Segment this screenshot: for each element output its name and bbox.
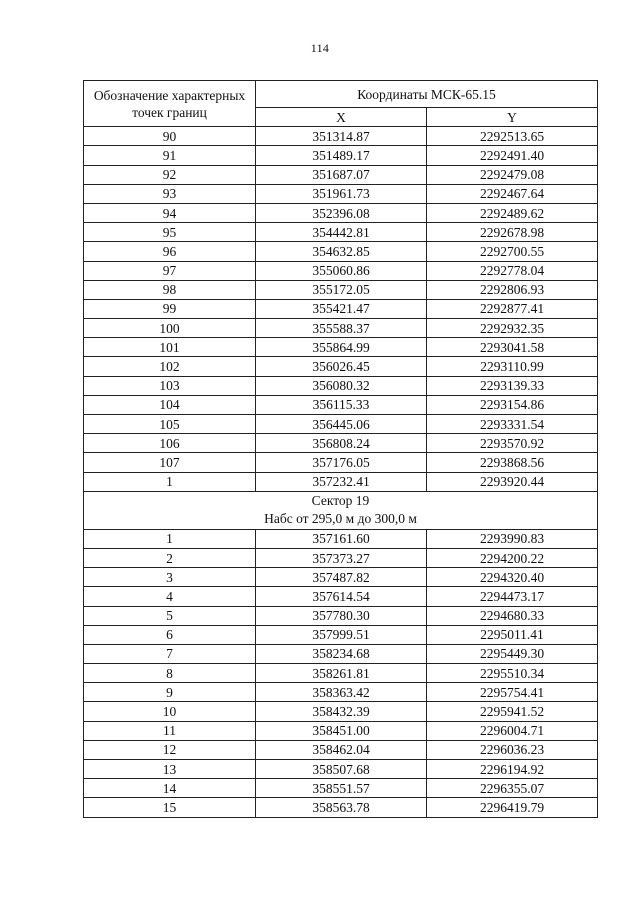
y-coordinate-cell: 2293139.33 [427,376,598,395]
x-coordinate-cell: 358451.00 [256,721,427,740]
point-cell: 14 [84,779,256,798]
y-coordinate-cell: 2296419.79 [427,798,598,817]
y-coordinate-cell: 2296004.71 [427,721,598,740]
x-coordinate-cell: 355864.99 [256,338,427,357]
x-coordinate-cell: 358432.39 [256,702,427,721]
x-coordinate-cell: 358261.81 [256,664,427,683]
table-row [84,280,598,299]
point-cell: 10 [84,702,256,721]
y-coordinate-cell: 2294680.33 [427,606,598,625]
y-coordinate-cell: 2292700.55 [427,242,598,261]
x-coordinate-cell: 355421.47 [256,299,427,318]
table-row [84,740,598,759]
x-coordinate-cell: 351489.17 [256,146,427,165]
x-coordinate-cell: 358551.57 [256,779,427,798]
table-row [84,472,598,491]
y-coordinate-cell: 2292479.08 [427,165,598,184]
x-coordinate-cell: 356026.45 [256,357,427,376]
table-row [84,242,598,261]
y-coordinate-cell: 2294473.17 [427,587,598,606]
x-coordinate-cell: 357999.51 [256,625,427,644]
sector-altitude-range: Набс от 295,0 м до 300,0 м [264,511,417,527]
x-coordinate-cell: 351314.87 [256,127,427,146]
point-cell: 15 [84,798,256,817]
y-coordinate-cell: 2292932.35 [427,319,598,338]
x-coordinate-cell: 358507.68 [256,760,427,779]
y-coordinate-cell: 2292778.04 [427,261,598,280]
table-row [84,798,598,817]
y-coordinate-cell: 2292513.65 [427,127,598,146]
table-row [84,203,598,222]
y-coordinate-cell: 2292491.40 [427,146,598,165]
x-coordinate-cell: 351961.73 [256,184,427,203]
sector-row [84,491,598,529]
x-coordinate-cell: 358363.42 [256,683,427,702]
x-coordinate-cell: 357176.05 [256,453,427,472]
point-cell: 96 [84,242,256,261]
y-coordinate-cell: 2295754.41 [427,683,598,702]
table-row [84,664,598,683]
y-coordinate-cell: 2296036.23 [427,740,598,759]
table-row [84,702,598,721]
table-row [84,127,598,146]
y-coordinate-cell: 2293990.83 [427,529,598,548]
point-cell: 101 [84,338,256,357]
y-coordinate-cell: 2293110.99 [427,357,598,376]
y-coordinate-cell: 2293570.92 [427,434,598,453]
y-coordinate-cell: 2292678.98 [427,223,598,242]
point-cell: 6 [84,625,256,644]
table-row [84,299,598,318]
table-row [84,760,598,779]
point-header-line1: Обозначение характерных [93,87,246,103]
x-coordinate-cell: 357232.41 [256,472,427,491]
table-row [84,644,598,663]
y-coordinate-cell: 2294320.40 [427,568,598,587]
x-coordinate-cell: 356445.06 [256,415,427,434]
table-row [84,625,598,644]
x-coordinate-cell: 354632.85 [256,242,427,261]
sector-title: Сектор 19 [311,493,370,509]
y-coordinate-cell: 2294200.22 [427,548,598,567]
point-cell: 93 [84,184,256,203]
point-cell: 2 [84,548,256,567]
page-number: 114 [310,41,330,55]
point-cell: 1 [84,529,256,548]
point-cell: 98 [84,280,256,299]
x-coordinate-cell: 357373.27 [256,548,427,567]
table-row [84,415,598,434]
point-cell: 90 [84,127,256,146]
table-row [84,779,598,798]
x-coordinate-cell: 356808.24 [256,434,427,453]
y-coordinate-cell: 2295449.30 [427,644,598,663]
table-row [84,606,598,625]
x-coordinate-cell: 355060.86 [256,261,427,280]
point-cell: 102 [84,357,256,376]
point-cell: 94 [84,203,256,222]
x-coordinate-cell: 352396.08 [256,203,427,222]
coordinates-system-header: Координаты МСК-65.15 [256,81,598,108]
point-cell: 9 [84,683,256,702]
x-coordinate-cell: 358234.68 [256,644,427,663]
table-row [84,376,598,395]
x-coordinate-cell: 357780.30 [256,606,427,625]
table-row [84,223,598,242]
x-coordinate-cell: 356115.33 [256,395,427,414]
x-coordinate-cell: 357487.82 [256,568,427,587]
point-cell: 7 [84,644,256,663]
table-header-row [84,81,598,108]
x-coordinate-cell: 358563.78 [256,798,427,817]
x-coordinate-cell: 358462.04 [256,740,427,759]
point-header-line2: точек границ [132,104,207,120]
table-row [84,165,598,184]
point-cell: 100 [84,319,256,338]
table-row [84,434,598,453]
y-column-header: Y [427,108,598,127]
y-coordinate-cell: 2292467.64 [427,184,598,203]
y-coordinate-cell: 2293154.86 [427,395,598,414]
table-row [84,453,598,472]
table-row [84,146,598,165]
point-cell: 5 [84,606,256,625]
point-designation-header [84,81,256,127]
point-cell: 91 [84,146,256,165]
table-row [84,548,598,567]
table-row [84,319,598,338]
table-row [84,721,598,740]
x-coordinate-cell: 356080.32 [256,376,427,395]
y-coordinate-cell: 2292806.93 [427,280,598,299]
x-coordinate-cell: 351687.07 [256,165,427,184]
y-coordinate-cell: 2296355.07 [427,779,598,798]
x-coordinate-cell: 357161.60 [256,529,427,548]
y-coordinate-cell: 2296194.92 [427,760,598,779]
point-cell: 11 [84,721,256,740]
table-row [84,184,598,203]
table-row [84,261,598,280]
point-cell: 97 [84,261,256,280]
point-cell: 3 [84,568,256,587]
y-coordinate-cell: 2293920.44 [427,472,598,491]
x-column-header: X [256,108,427,127]
table-row [84,357,598,376]
table-row [84,587,598,606]
y-coordinate-cell: 2292877.41 [427,299,598,318]
point-cell: 99 [84,299,256,318]
point-cell: 1 [84,472,256,491]
point-cell: 95 [84,223,256,242]
x-coordinate-cell: 357614.54 [256,587,427,606]
point-cell: 92 [84,165,256,184]
point-cell: 8 [84,664,256,683]
table-row [84,529,598,548]
y-coordinate-cell: 2292489.62 [427,203,598,222]
y-coordinate-cell: 2295011.41 [427,625,598,644]
x-coordinate-cell: 355172.05 [256,280,427,299]
table-row [84,338,598,357]
point-cell: 107 [84,453,256,472]
y-coordinate-cell: 2293868.56 [427,453,598,472]
y-coordinate-cell: 2293041.58 [427,338,598,357]
y-coordinate-cell: 2295510.34 [427,664,598,683]
y-coordinate-cell: 2293331.54 [427,415,598,434]
sector-heading [84,491,598,529]
point-cell: 13 [84,760,256,779]
coordinates-table [83,80,598,818]
point-cell: 103 [84,376,256,395]
table-row [84,568,598,587]
point-cell: 105 [84,415,256,434]
point-cell: 104 [84,395,256,414]
table-row [84,395,598,414]
point-cell: 106 [84,434,256,453]
table-row [84,683,598,702]
y-coordinate-cell: 2295941.52 [427,702,598,721]
point-cell: 4 [84,587,256,606]
point-cell: 12 [84,740,256,759]
x-coordinate-cell: 355588.37 [256,319,427,338]
x-coordinate-cell: 354442.81 [256,223,427,242]
